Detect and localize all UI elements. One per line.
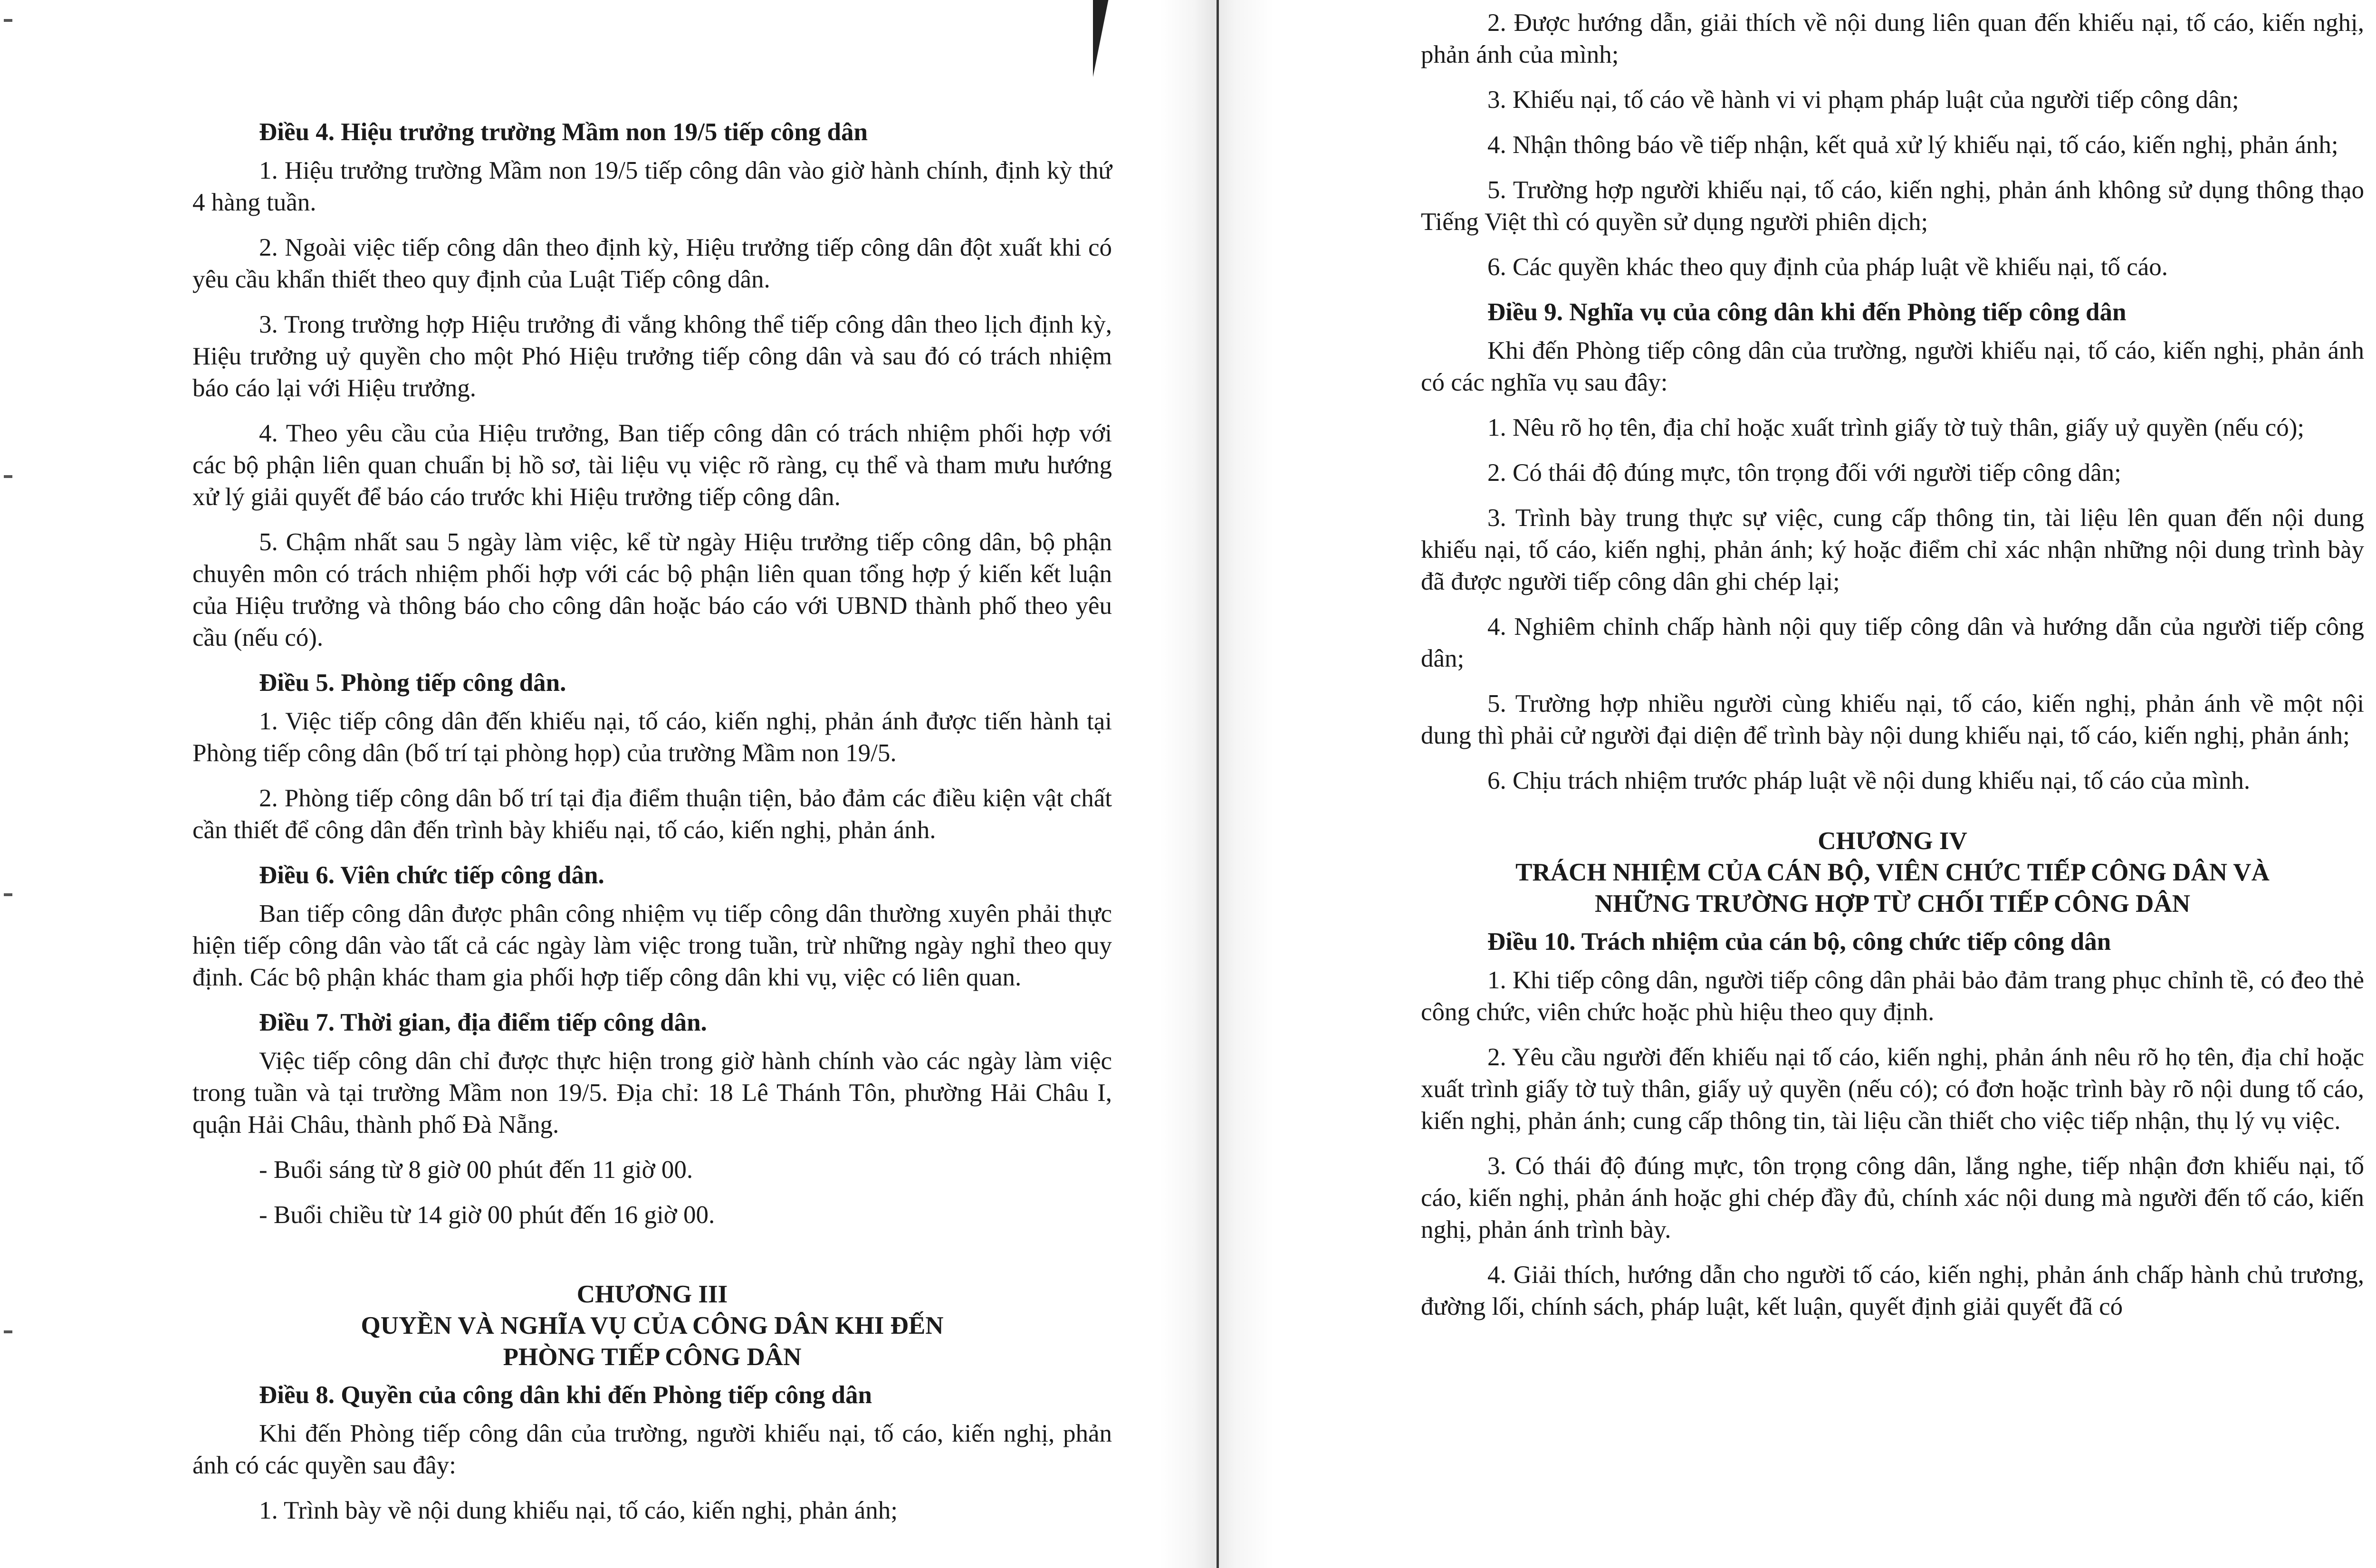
article-8-clause-2: 2. Được hướng dẫn, giải thích về nội dung liên quan đến khiếu nại, tố cáo, kiến nghị, phản ánh của mình; (1421, 9, 2364, 68)
article-8-clause-1: 1. Trình bày về nội dung khiếu nại, tố cáo, kiến nghị, phản ánh; (259, 1497, 898, 1524)
article-7-afternoon-hours: - Buổi chiều từ 14 giờ 00 phút đến 16 giờ 00. (259, 1201, 715, 1229)
chapter-4-number: CHƯƠNG IV (1818, 827, 1967, 855)
article-10-clause-1: 1. Khi tiếp công dân, người tiếp công dân phải bảo đảm trang phục chỉnh tề, có đeo thẻ công chức, viên chức hoặc phù hiệu theo quy định. (1421, 966, 2365, 1026)
article-8-heading: Điều 8. Quyền của công dân khi đến Phòng tiếp công dân (259, 1381, 872, 1409)
chapter-4-name-line-1: TRÁCH NHIỆM CỦA CÁN BỘ, VIÊN CHỨC TIẾP CÔNG DÂN VÀ (1515, 859, 2270, 886)
scan-mark (4, 1330, 12, 1333)
article-7-morning-hours: - Buổi sáng từ 8 giờ 00 phút đến 11 giờ 00. (259, 1156, 693, 1184)
article-9-clause-4: 4. Nghiêm chỉnh chấp hành nội quy tiếp công dân và hướng dẫn của người tiếp công dân; (1421, 613, 2364, 672)
scan-mark (4, 19, 12, 22)
article-4-clause-1: 1. Hiệu trưởng trường Mầm non 19/5 tiếp công dân vào giờ hành chính, định kỳ thứ 4 hàng tuần. (192, 157, 1112, 216)
article-6-heading: Điều 6. Viên chức tiếp công dân. (259, 861, 604, 889)
article-10-clause-4: 4. Giải thích, hướng dẫn cho người tố cáo, kiến nghị, phản ánh chấp hành chủ trương, đường lối, chính sách, pháp luật, kết luận, quyết định giải quyết đã có (1421, 1261, 2364, 1320)
article-4-clause-2: 2. Ngoài việc tiếp công dân theo định kỳ, Hiệu trưởng tiếp công dân đột xuất khi có yêu cầu khẩn thiết theo quy định của Luật Tiếp công dân. (192, 234, 1112, 293)
article-4-heading: Điều 4. Hiệu trưởng trường Mầm non 19/5 tiếp công dân (259, 118, 868, 146)
article-10-heading: Điều 10. Trách nhiệm của cán bộ, công chức tiếp công dân (1487, 928, 2111, 956)
article-5-heading: Điều 5. Phòng tiếp công dân. (259, 669, 566, 697)
scan-mark (4, 475, 12, 478)
article-8-clause-3: 3. Khiếu nại, tố cáo về hành vi vi phạm pháp luật của người tiếp công dân; (1487, 86, 2239, 114)
chapter-3-name-line-1: QUYỀN VÀ NGHĨA VỤ CỦA CÔNG DÂN KHI ĐẾN (361, 1312, 944, 1339)
article-7-heading: Điều 7. Thời gian, địa điểm tiếp công dân. (259, 1009, 707, 1036)
article-9-clause-6: 6. Chịu trách nhiệm trước pháp luật về nội dung khiếu nại, tố cáo của mình. (1487, 767, 2251, 794)
scan-mark (4, 893, 12, 896)
right-page (1217, 0, 2376, 1568)
article-9-clause-1: 1. Nêu rõ họ tên, địa chỉ hoặc xuất trình giấy tờ tuỳ thân, giấy uỷ quyền (nếu có); (1487, 414, 2305, 441)
chapter-3-title (192, 1279, 1112, 1373)
chapter-4-title (1421, 825, 2364, 919)
article-8-clause-5: 5. Trường hợp người khiếu nại, tố cáo, kiến nghị, phản ánh không sử dụng thông thạo Tiếng Việt thì có quyền sử dụng người phiên dịch; (1421, 176, 2364, 236)
article-6-body: Ban tiếp công dân được phân công nhiệm vụ tiếp công dân thường xuyên phải thực hiện tiếp công dân vào tất cả các ngày làm việc trong tuần, trừ những ngày nghỉ theo quy định. Các bộ phận khác tham gia phối hợp tiếp công dân khi vụ, việc có liên quan. (192, 900, 1112, 991)
article-9-clause-3: 3. Trình bày trung thực sự việc, cung cấp thông tin, tài liệu lên quan đến nội dung khiếu nại, tố cáo, kiến nghị, phản ánh; ký hoặc điểm chỉ xác nhận những nội dung trình bày đã được người tiếp công dân ghi chép lại; (1421, 504, 2364, 595)
article-4-clause-5: 5. Chậm nhất sau 5 ngày làm việc, kể từ ngày Hiệu trưởng tiếp công dân, bộ phận chuyên môn có trách nhiệm phối hợp với các bộ phận liên quan tổng hợp ý kiến kết luận của Hiệu trưởng và thông báo cho công dân hoặc báo cáo với UBND thành phố theo yêu cầu (nếu có). (192, 528, 1112, 651)
article-10-clause-2: 2. Yêu cầu người đến khiếu nại tố cáo, kiến nghị, phản ánh nêu rõ họ tên, địa chỉ hoặc xuất trình giấy tờ tuỳ thân, giấy uỷ quyền (nếu có); có đơn hoặc trình bày rõ nội dung tố cáo, kiến nghị, phản ánh; cung cấp thông tin, tài liệu cần thiết cho việc tiếp nhận, thụ lý vụ việc. (1421, 1043, 2364, 1135)
article-9-intro: Khi đến Phòng tiếp công dân của trường, người khiếu nại, tố cáo, kiến nghị, phản ánh có các nghĩa vụ sau đây: (1421, 337, 2364, 396)
left-page-text (192, 116, 1112, 1540)
article-7-body: Việc tiếp công dân chỉ được thực hiện trong giờ hành chính vào các ngày làm việc trong tuần và tại trường Mầm non 19/5. Địa chỉ: 18 Lê Thánh Tôn, phường Hải Châu I, quận Hải Châu, thành phố Đà Nẵng. (192, 1047, 1112, 1138)
article-4-clause-4: 4. Theo yêu cầu của Hiệu trưởng, Ban tiếp công dân có trách nhiệm phối hợp với các bộ phận liên quan chuẩn bị hồ sơ, tài liệu vụ việc rõ ràng, cụ thể và tham mưu hướng xử lý giải quyết để báo cáo trước khi Hiệu trưởng tiếp công dân. (192, 420, 1112, 511)
right-page-text (1421, 7, 2364, 1336)
article-5-clause-2: 2. Phòng tiếp công dân bố trí tại địa điểm thuận tiện, bảo đảm các điều kiện vật chất cần thiết để công dân đến trình bày khiếu nại, tố cáo, kiến nghị, phản ánh. (192, 784, 1112, 844)
article-5-clause-1: 1. Việc tiếp công dân đến khiếu nại, tố cáo, kiến nghị, phản ánh được tiến hành tại Phòng tiếp công dân (bố trí tại phòng họp) của trường Mầm non 19/5. (192, 708, 1112, 767)
book-spine (1217, 0, 1219, 1568)
article-8-clause-4: 4. Nhận thông báo về tiếp nhận, kết quả xử lý khiếu nại, tố cáo, kiến nghị, phản ánh; (1487, 131, 2338, 159)
article-4-clause-3: 3. Trong trường hợp Hiệu trưởng đi vắng không thể tiếp công dân theo lịch định kỳ, Hiệu trưởng uỷ quyền cho một Phó Hiệu trưởng tiếp công dân và sau đó có trách nhiệm báo cáo lại với Hiệu trưởng. (192, 311, 1112, 402)
page-fold-corner (1093, 0, 1112, 95)
article-9-heading: Điều 9. Nghĩa vụ của công dân khi đến Phòng tiếp công dân (1487, 298, 2127, 326)
article-9-clause-2: 2. Có thái độ đúng mực, tôn trọng đối với người tiếp công dân; (1487, 459, 2121, 487)
chapter-4-name-line-2: NHỮNG TRƯỜNG HỢP TỪ CHỐI TIẾP CÔNG DÂN (1595, 890, 2190, 918)
chapter-3-name-line-2: PHÒNG TIẾP CÔNG DÂN (503, 1343, 802, 1371)
chapter-3-number: CHƯƠNG III (576, 1281, 728, 1308)
article-8-intro: Khi đến Phòng tiếp công dân của trường, người khiếu nại, tố cáo, kiến nghị, phản ánh có các quyền sau đây: (192, 1420, 1112, 1479)
article-10-clause-3: 3. Có thái độ đúng mực, tôn trọng công dân, lắng nghe, tiếp nhận đơn khiếu nại, tố cáo, kiến nghị, phản ánh hoặc ghi chép đầy đủ, chính xác nội dung mà người đến tố cáo, kiến nghị, phản ánh trình bày. (1421, 1152, 2364, 1243)
article-8-clause-6: 6. Các quyền khác theo quy định của pháp luật về khiếu nại, tố cáo. (1487, 253, 2168, 281)
article-9-clause-5: 5. Trường hợp nhiều người cùng khiếu nại, tố cáo, kiến nghị, phản ánh về một nội dung thì phải cử người đại diện để trình bày nội dung khiếu nại, tố cáo, kiến nghị, phản ánh; (1421, 690, 2364, 749)
